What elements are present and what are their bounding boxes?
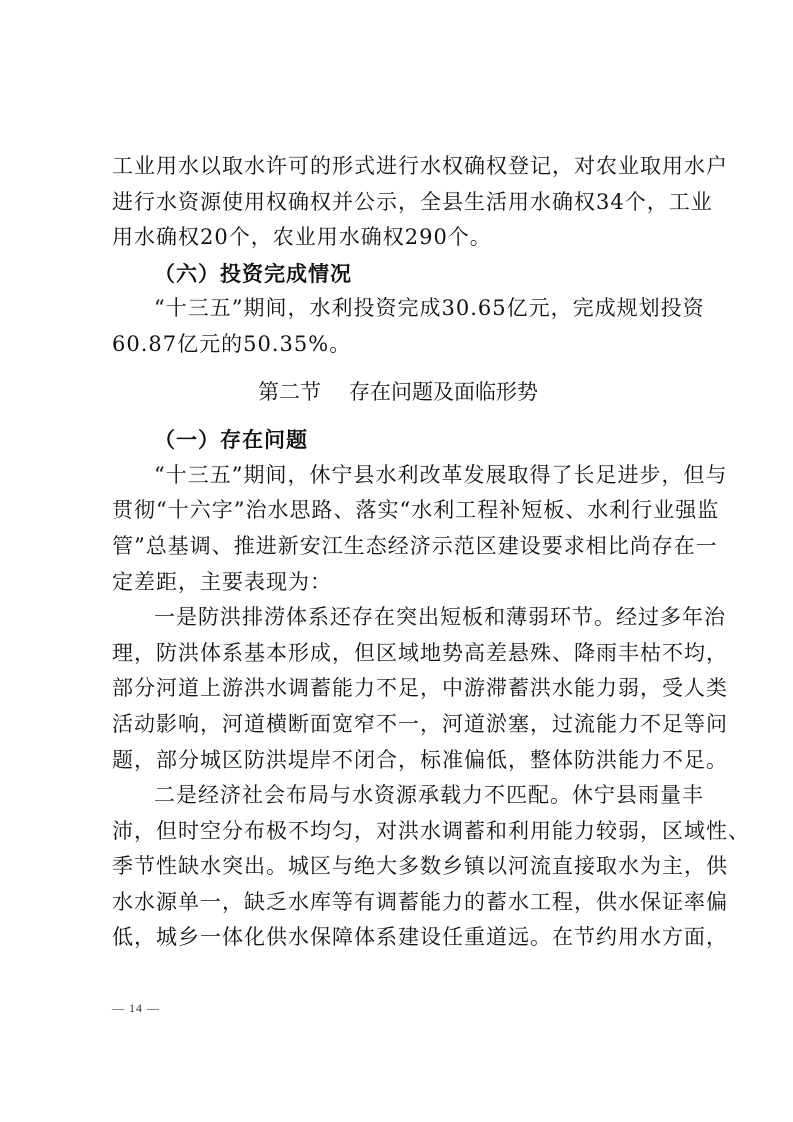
paragraph-line: 用水确权20个，农业用水确权290个。: [112, 225, 492, 250]
paragraph-line: 管”总基调、推进新安江生态经济示范区建设要求相比尚存在一: [112, 533, 718, 558]
section-heading-problems: （一）存在问题: [154, 427, 308, 453]
section-number: 第二节: [258, 379, 321, 404]
paragraph-line: 理，防洪体系基本形成，但区域地势高差悬殊、降雨丰枯不均，: [112, 640, 728, 665]
paragraph-line: 水水源单一，缺乏水库等有调蓄能力的蓄水工程，供水保证率偏: [112, 889, 728, 914]
page-content: [112, 149, 750, 956]
paragraph-line: 进行水资源使用权确权并公示，全县生活用水确权34个，工业: [112, 189, 713, 214]
paragraph-line: 沛，但时空分布极不均匀，对洪水调蓄和利用能力较弱，区域性、: [112, 818, 750, 843]
paragraph-line: 定差距，主要表现为：: [112, 569, 332, 594]
paragraph-line: 活动影响，河道横断面宽窄不一，河道淤塞，过流能力不足等问: [112, 711, 728, 736]
section-title: [112, 375, 684, 411]
paragraph-line: 部分河道上游洪水调蓄能力不足，中游滞蓄洪水能力弱，受人类: [112, 676, 728, 701]
section-heading-investment: （六）投资完成情况: [154, 260, 352, 286]
paragraph-line: 60.87亿元的50.35%。: [112, 331, 352, 356]
paragraph-line: 贯彻“十六字”治水思路、落实“水利工程补短板、水利行业强监: [112, 498, 720, 523]
paragraph-line: 二是经济社会布局与水资源承载力不匹配。休宁县雨量丰: [154, 783, 704, 808]
paragraph-line: 低，城乡一体化供水保障体系建设任重道远。在节约用水方面，: [112, 925, 728, 950]
page-number: — 14 —: [112, 1001, 160, 1015]
paragraph-line: “十三五”期间，休宁县水利改革发展取得了长足进步，但与: [154, 462, 728, 487]
paragraph-line: 季节性缺水突出。城区与绝大多数乡镇以河流直接取水为主，供: [112, 854, 728, 879]
paragraph-line: 工业用水以取水许可的形式进行水权确权登记，对农业取用水户: [112, 154, 728, 178]
section-name: 存在问题及面临形势: [349, 379, 538, 404]
paragraph-line: 题，部分城区防洪堤岸不闭合，标准偏低，整体防洪能力不足。: [112, 747, 728, 772]
paragraph-line: “十三五”期间，水利投资完成30.65亿元，完成规划投资: [154, 296, 705, 321]
paragraph-line: 一是防洪排涝体系还存在突出短板和薄弱环节。经过多年治: [154, 605, 726, 630]
